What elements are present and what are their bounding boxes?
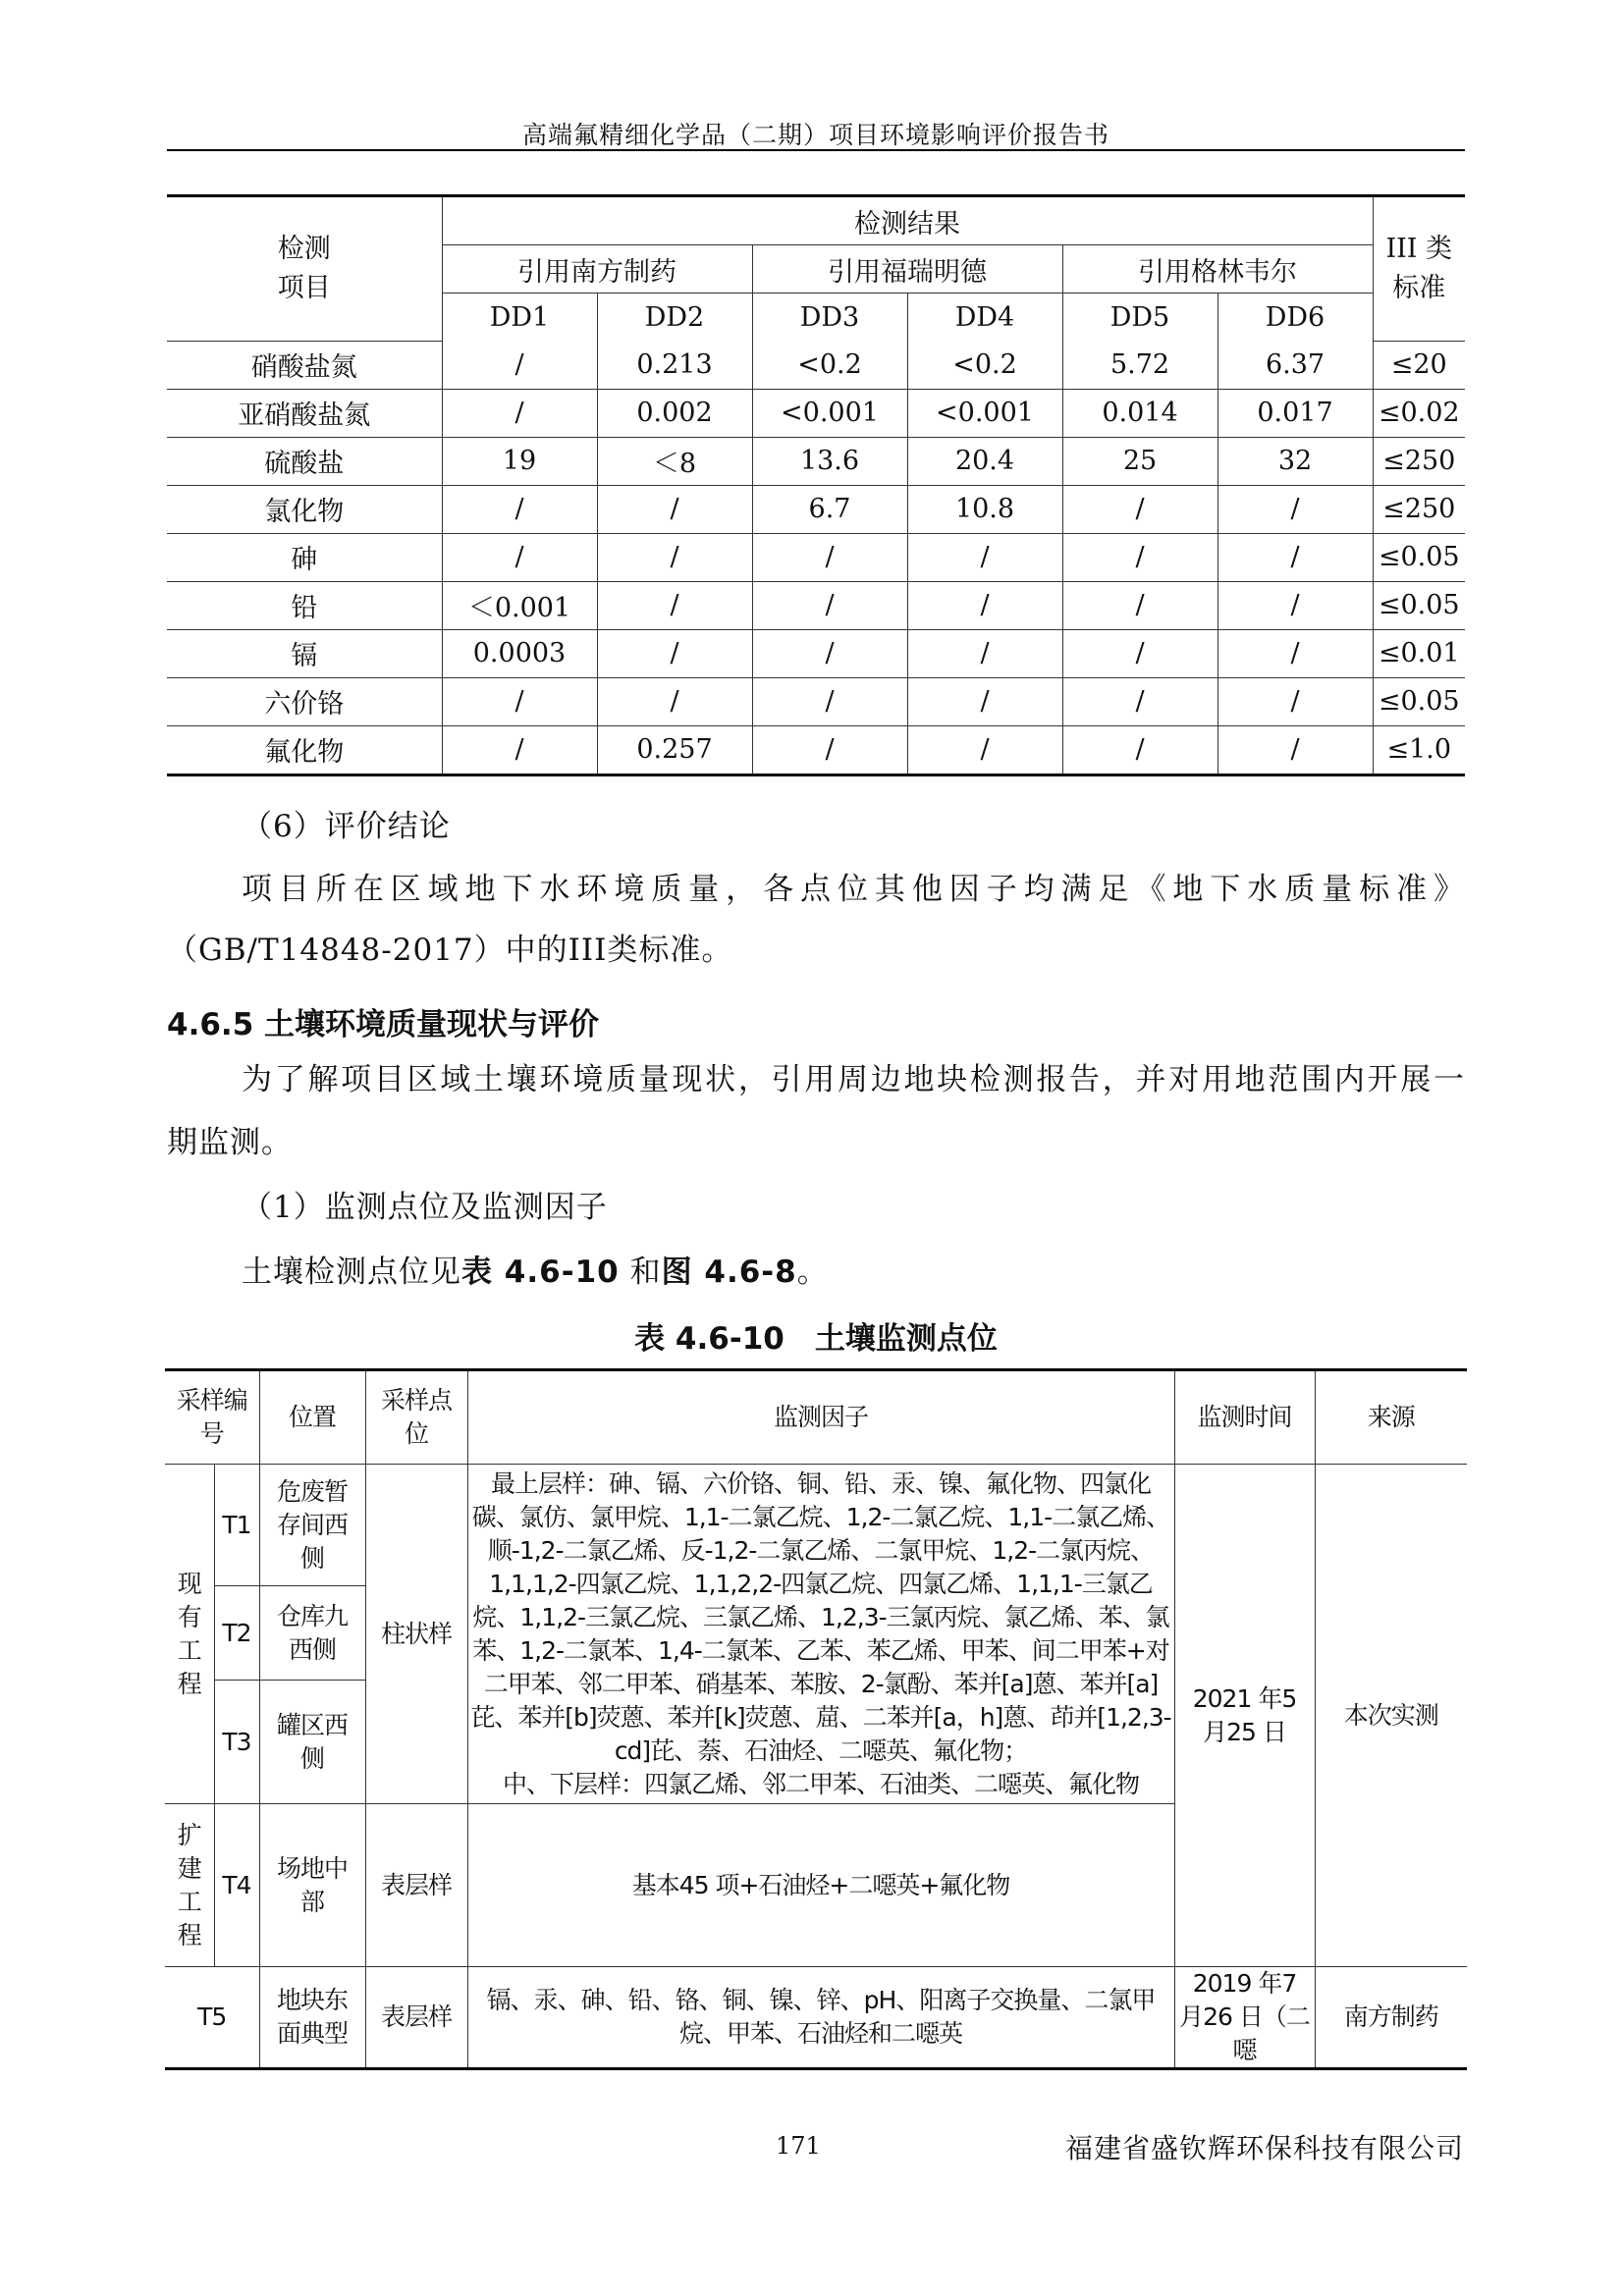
page-number: 171	[776, 2132, 821, 2160]
header-divider	[167, 149, 1465, 151]
factors-existing-lower: 中、下层样：四氯乙烯、邻二甲苯、石油类、二噁英、氟化物	[502, 1769, 1139, 1798]
row-value: /	[752, 581, 907, 629]
row-item: 硝酸盐氮	[167, 341, 442, 389]
monitor-heading: （1）监测点位及监测因子	[242, 1190, 608, 1225]
location-t2: 仓库九西侧	[259, 1586, 365, 1681]
reference-suffix: 。	[796, 1255, 829, 1290]
sample-t3: T3	[214, 1681, 259, 1804]
row-value: ＜0.001	[442, 581, 597, 629]
header-sample-point: 采样点位	[365, 1370, 467, 1465]
section-title: 4.6.5 土壤环境质量现状与评价	[167, 1007, 600, 1042]
row-value: /	[1217, 725, 1373, 774]
header-standard-line2: 标准	[1392, 272, 1446, 303]
row-value: 13.6	[752, 437, 907, 485]
table-row	[167, 341, 1465, 389]
row-value: 0.0003	[442, 629, 597, 677]
header-time: 监测时间	[1174, 1370, 1315, 1465]
page-header: 高端氟精细化学品（二期）项目环境影响评价报告书	[521, 121, 1109, 149]
row-standard: ≤250	[1373, 485, 1465, 533]
table-row	[167, 485, 1465, 533]
factors-t5: 镉、汞、砷、铅、铬、铜、镍、锌、pH、阳离子交换量、二氯甲烷、甲苯、石油烃和二噁英	[467, 1967, 1174, 2069]
header-factors: 监测因子	[467, 1370, 1174, 1465]
reference-table: 表 4.6-10	[461, 1255, 620, 1290]
row-value: <0.001	[752, 389, 907, 437]
row-value: /	[1217, 677, 1373, 725]
row-item: 硫酸盐	[167, 437, 442, 485]
company-name: 福建省盛钦辉环保科技有限公司	[1064, 2132, 1464, 2164]
row-item: 氟化物	[167, 725, 442, 774]
row-standard: ≤0.02	[1373, 389, 1465, 437]
row-value: /	[907, 629, 1062, 677]
table-row	[167, 437, 1465, 485]
row-value: /	[1062, 485, 1217, 533]
header-location: 位置	[259, 1370, 365, 1465]
row-value: /	[442, 533, 597, 581]
table-row	[167, 389, 1465, 437]
header-source-3: 引用格林韦尔	[1062, 245, 1373, 294]
row-value: <0.2	[907, 341, 1062, 389]
row-value: 6.7	[752, 485, 907, 533]
header-point: DD5	[1062, 294, 1217, 342]
conclusion-heading: （6）评价结论	[242, 809, 451, 844]
header-point: DD4	[907, 294, 1062, 342]
row-value: 0.213	[597, 341, 752, 389]
header-source: 来源	[1315, 1370, 1467, 1465]
table-row	[167, 725, 1465, 774]
row-value: /	[1217, 629, 1373, 677]
row-value: /	[1217, 581, 1373, 629]
row-value: /	[1062, 629, 1217, 677]
reference-prefix: 土壤检测点位见	[242, 1255, 461, 1290]
row-value: /	[1062, 581, 1217, 629]
row-value: 19	[442, 437, 597, 485]
intro-text-line1: 为了解项目区域土壤环境质量现状，引用周边地块检测报告，并对用地范围内开展一	[242, 1062, 1465, 1097]
factors-t4: 基本45 项+石油烃+二噁英+氟化物	[467, 1804, 1174, 1967]
table-row	[167, 581, 1465, 629]
table-row	[167, 677, 1465, 725]
row-value: 0.017	[1217, 389, 1373, 437]
intro-text-line2: 期监测。	[167, 1125, 293, 1160]
location-t4: 场地中部	[259, 1804, 365, 1967]
row-standard: ≤250	[1373, 437, 1465, 485]
row-standard: ≤0.01	[1373, 629, 1465, 677]
sample-t4: T4	[214, 1804, 259, 1967]
row-value: /	[752, 677, 907, 725]
row-item: 砷	[167, 533, 442, 581]
row-value: /	[752, 533, 907, 581]
row-value: /	[442, 389, 597, 437]
header-test-item-line1: 检测	[277, 233, 331, 264]
header-standard-line1: III 类	[1385, 233, 1453, 264]
row-standard: ≤0.05	[1373, 581, 1465, 629]
row-value: /	[442, 677, 597, 725]
row-standard: ≤0.05	[1373, 677, 1465, 725]
table-row	[167, 629, 1465, 677]
row-value: /	[907, 725, 1062, 774]
sample-type-existing: 柱状样	[365, 1465, 467, 1804]
source-existing: 本次实测	[1315, 1465, 1467, 1967]
row-value: <0.001	[907, 389, 1062, 437]
row-value: /	[442, 725, 597, 774]
header-results: 检测结果	[442, 196, 1373, 245]
group-existing: 现有工程	[165, 1465, 214, 1804]
row-value: /	[907, 533, 1062, 581]
sample-t5: T5	[165, 1967, 259, 2069]
row-value: 20.4	[907, 437, 1062, 485]
header-point: DD1	[442, 294, 597, 342]
row-value: /	[907, 677, 1062, 725]
soil-monitoring-table	[165, 1368, 1467, 2070]
time-t5: 2019 年7 月26 日（二噁	[1174, 1967, 1315, 2069]
source-t5: 南方制药	[1315, 1967, 1467, 2069]
row-value: <0.2	[752, 341, 907, 389]
conclusion-text-line1: 项目所在区域地下水环境质量，各点位其他因子均满足《地下水质量标准》	[242, 872, 1465, 907]
location-t5: 地块东面典型	[259, 1967, 365, 2069]
table-caption: 表 4.6-10 土壤监测点位	[634, 1321, 998, 1357]
sample-t1: T1	[214, 1465, 259, 1586]
sample-type-t4: 表层样	[365, 1804, 467, 1967]
row-value: /	[1062, 533, 1217, 581]
row-value: /	[1217, 533, 1373, 581]
row-value: 0.257	[597, 725, 752, 774]
groundwater-results-body	[167, 341, 1465, 774]
location-t3: 罐区西侧	[259, 1681, 365, 1804]
header-test-item	[167, 196, 442, 342]
row-standard: ≤1.0	[1373, 725, 1465, 774]
row-value: 0.014	[1062, 389, 1217, 437]
factors-existing	[467, 1465, 1174, 1804]
table-reference	[167, 1253, 1465, 1292]
row-item: 镉	[167, 629, 442, 677]
conclusion-text-line2: （GB/T14848-2017）中的III类标准。	[167, 933, 733, 968]
row-value: 32	[1217, 437, 1373, 485]
location-t1: 危废暂存间西侧	[259, 1465, 365, 1586]
row-value: /	[907, 581, 1062, 629]
row-item: 铅	[167, 581, 442, 629]
row-value: /	[597, 677, 752, 725]
row-item: 氯化物	[167, 485, 442, 533]
group-expansion: 扩建工程	[165, 1804, 214, 1967]
row-item: 六价铬	[167, 677, 442, 725]
table-row	[167, 533, 1465, 581]
header-sample-no: 采样编号	[165, 1370, 259, 1465]
sample-type-t5: 表层样	[365, 1967, 467, 2069]
header-standard	[1373, 196, 1465, 342]
header-source-2: 引用福瑞明德	[752, 245, 1062, 294]
row-value: /	[597, 629, 752, 677]
reference-figure: 图 4.6-8	[661, 1255, 797, 1290]
row-value: 25	[1062, 437, 1217, 485]
header-source-1: 引用南方制药	[442, 245, 752, 294]
row-value: /	[597, 485, 752, 533]
row-value: /	[1062, 677, 1217, 725]
row-standard: ≤0.05	[1373, 533, 1465, 581]
factors-existing-upper: 最上层样：砷、镉、六价铬、铜、铅、汞、镍、氟化物、四氯化碳、氯仿、氯甲烷、1,1-二氯乙烷、1,2-二氯乙烷、1,1-二氯乙烯、顺-1,2-二氯乙烯、反-1,2-二氯乙烯、二氯甲烷、1,2-二氯丙烷、1,1,1,2-四氯乙烷、1,1,2,2-四氯乙烷、四氯乙烯、1,1,1-三氯乙烷、1,1,2-三氯乙烷、三氯乙烯、1,2,3-三氯丙烷、氯乙烯、苯、氯苯、1,2-二氯苯、1,4-二氯苯、乙苯、苯乙烯、甲苯、间二甲苯+对二甲苯、邻二甲苯、硝基苯、苯胺、2-氯酚、苯并[a]蒽、苯并[a]芘、苯并[b]荧蒽、苯并[k]荧蒽、䓛、二苯并[a，h]蒽、茚并[1,2,3-cd]芘、萘、石油烃、二噁英、氟化物；	[470, 1468, 1171, 1765]
row-value: /	[442, 341, 597, 389]
header-point: DD2	[597, 294, 752, 342]
row-value: ＜8	[597, 437, 752, 485]
time-existing: 2021 年5 月25 日	[1174, 1465, 1315, 1967]
groundwater-results-table	[167, 194, 1465, 776]
row-value: 0.002	[597, 389, 752, 437]
row-value: /	[597, 533, 752, 581]
row-value: 10.8	[907, 485, 1062, 533]
sample-t2: T2	[214, 1586, 259, 1681]
row-value: 6.37	[1217, 341, 1373, 389]
header-point: DD3	[752, 294, 907, 342]
row-value: /	[442, 485, 597, 533]
row-item: 亚硝酸盐氮	[167, 389, 442, 437]
reference-and: 和	[619, 1255, 662, 1290]
row-standard: ≤20	[1373, 341, 1465, 389]
row-value: /	[752, 725, 907, 774]
header-point: DD6	[1217, 294, 1373, 342]
row-value: /	[752, 629, 907, 677]
row-value: /	[1062, 725, 1217, 774]
header-test-item-line2: 项目	[277, 272, 331, 303]
row-value: /	[597, 581, 752, 629]
row-value: 5.72	[1062, 341, 1217, 389]
row-value: /	[1217, 485, 1373, 533]
